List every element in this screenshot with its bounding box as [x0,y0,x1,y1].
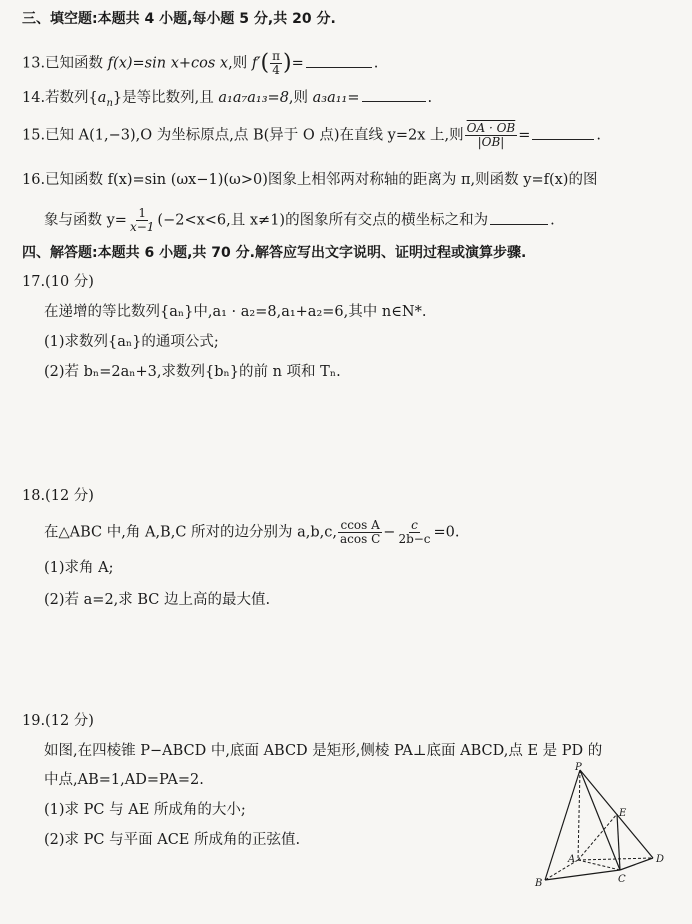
q17-title: 17.(10 分) [22,274,94,290]
edge-AC [578,860,620,870]
question-15: 15.已知 A(1,−3),O 为坐标原点,点 B(异于 O 点)在直线 y=2x 上,则 $\frac{OA \cdot OB}{|OB|}$ = . [22,121,602,149]
q18-part-2: (2)若 a=2,求 BC 边上高的最大值. [44,592,271,608]
q19-part-2: (2)求 PC 与平面 ACE 所成角的正弦值. [44,832,301,848]
question-16-line-1: 16.已知函数 f(x)=sin (ωx−1)(ω>0)图象上相邻两对称轴的距离为 π,则函数 y=f(x)的图 [22,172,598,188]
q18-fraction-1: $\frac{\text{ccos A}}{\text{acos C}}$ [340,518,381,546]
q18-stem: 在△ABC 中,角 A,B,C 所对的边分别为 a,b,c, $\frac{\text{ccos A}}{\text{acos C}}$ − $\frac{c}{2b-c}$ =0. [44,518,460,546]
label-A: A [568,854,576,865]
q13-fraction: $\frac{\pi}{4}$ [272,49,280,77]
q17-part-2: (2)若 bₙ=2aₙ+3,求数列{bₙ}的前 n 项和 Tₙ. [44,364,341,380]
edge-BC [545,870,620,880]
q13-equals: = [291,55,304,72]
label-D: D [656,854,665,865]
section-4-header: 四、解答题:本题共 6 小题,共 70 分.解答应写出文字说明、证明过程或演算步骤. [22,245,527,261]
edge-CD [620,858,653,870]
q13-derivative: f′ [251,55,261,72]
q15-fraction: $\frac{OA \cdot OB}{|OB|}$ [466,121,516,149]
q19-part-1: (1)求 PC 与 AE 所成角的大小; [44,802,246,818]
question-16-line-2: 象与函数 y= $\frac{1}{x-1}$ (−2<x<6,且 x≠1)的图象所有交点的横坐标之和为 . [44,206,555,234]
q16-fraction: $\frac{1}{x-1}$ [129,206,155,234]
q19-title: 19.(12 分) [22,713,94,729]
edge-AE [578,814,617,860]
q14-product: a₁a₇a₁₃=8 [218,90,289,106]
q13-pre: 13.已知函数 [22,55,108,72]
edge-PC [580,770,620,870]
q18-title: 18.(12 分) [22,488,94,504]
edge-PD [580,770,653,858]
q18-fraction-2: $\frac{c}{2b-c}$ [398,518,431,546]
section-3-header: 三、填空题:本题共 4 小题,每小题 5 分,共 20 分. [22,11,336,27]
question-14: 14.若数列$\{a_n\}$是等比数列,且 a₁a₇a₁₃=8,则 a₃a₁₁= . [22,90,433,109]
q16-answer-blank[interactable] [490,223,548,225]
q13-answer-blank[interactable] [306,66,372,68]
q14-answer-blank[interactable] [362,100,426,102]
q17-part-1: (1)求数列{aₙ}的通项公式; [44,334,219,350]
q13-function: f(x)=sin x+cos x [107,55,229,72]
q19-stem-line-1: 如图,在四棱锥 P−ABCD 中,底面 ABCD 是矩形,侧棱 PA⊥底面 ABCD,点 E 是 PD 的 [44,743,603,759]
label-E: E [619,808,627,819]
q19-stem-line-2: 中点,AB=1,AD=PA=2. [44,772,204,788]
q15-text: 15.已知 A(1,−3),O 为坐标原点,点 B(异于 O 点)在直线 y=2x 上,则 [22,127,464,144]
q18-part-1: (1)求角 A; [44,560,114,576]
q13-mid: ,则 [228,55,252,72]
question-13: 13.已知函数 f(x)=sin x+cos x,则 f′( $\frac{\pi}{4}$ )= . [22,49,379,77]
label-P: P [575,762,582,773]
label-B: B [535,878,543,889]
q17-stem: 在递增的等比数列{aₙ}中,a₁ · a₂=8,a₁+a₂=6,其中 n∈N*. [44,304,427,320]
q14-ask: a₃a₁₁ [312,90,348,106]
label-C: C [618,874,626,885]
edge-EC [617,814,620,870]
q15-answer-blank[interactable] [532,138,594,140]
pyramid-figure [525,762,675,892]
edge-PA [578,770,580,860]
